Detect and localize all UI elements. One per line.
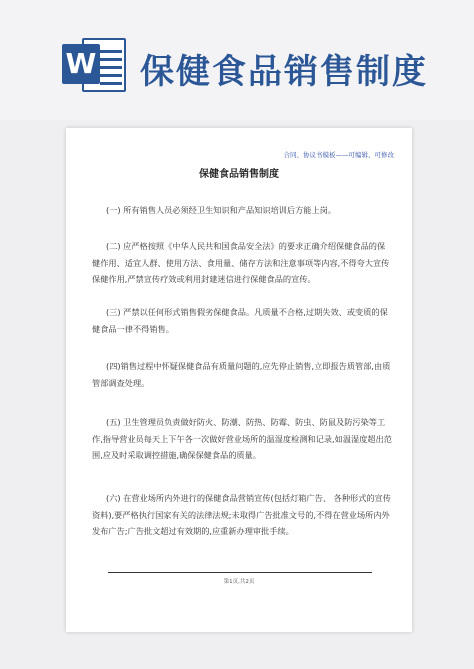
paragraph-1: (一) 所有销售人员必须经卫生知识和产品知识培训后方能上岗。: [106, 205, 337, 215]
banner-title: 保健食品销售制度: [140, 52, 428, 92]
paragraph-3: (三) 严禁以任何形式销售假劣保健食品。凡质量不合格,过期失效、或变质的保健食品一律不得销售。: [92, 307, 388, 334]
header-note: 合同、协议书模板——可编辑、可修改: [283, 151, 394, 159]
word-logo-letter: W: [62, 44, 100, 84]
page-number: 第1页,共2页: [223, 579, 255, 585]
paragraph-5: (五) 卫生管理员负责做好防火、防潮、防热、防霉、防虫、防鼠及防污染等工作,指导营业员每天上下午各一次做好营业场所的温湿度检测和记录,如温湿度超出范围,应及时采取调控措施,确保保健食品的质量。: [92, 417, 392, 460]
paragraph-4: (四)销售过程中怀疑保健食品有质量问题的,应先停止销售,立即报告质管部,由质管部调查处理。: [92, 361, 391, 388]
paragraph-6: (六) 在营业场所内外进行的保健食品营销宣传(包括灯箱广告、 各种形式的宣传资料),要严格执行国家有关的法律法规;未取得广告批准文号的,不得在营业场所内外发布广告;广告批文超过有效期的,应重新办理审批手续。: [92, 493, 391, 536]
banner: [0, 0, 474, 120]
document-page: [66, 128, 412, 632]
footer-divider: [108, 572, 372, 573]
paragraph-2: (二) 应严格按照《中华人民共和国食品安全法》的要求正确介绍保健食品的保健作用、适宜人群、使用方法、食用量、储存方法和注意事项等内容,不得夸大宣传保健作用,严禁宣传疗效或利用封建迷信进行保健食品的宣传。: [92, 241, 390, 284]
word-document-icon: [62, 34, 128, 96]
document-title: 保健食品销售制度: [199, 169, 279, 180]
